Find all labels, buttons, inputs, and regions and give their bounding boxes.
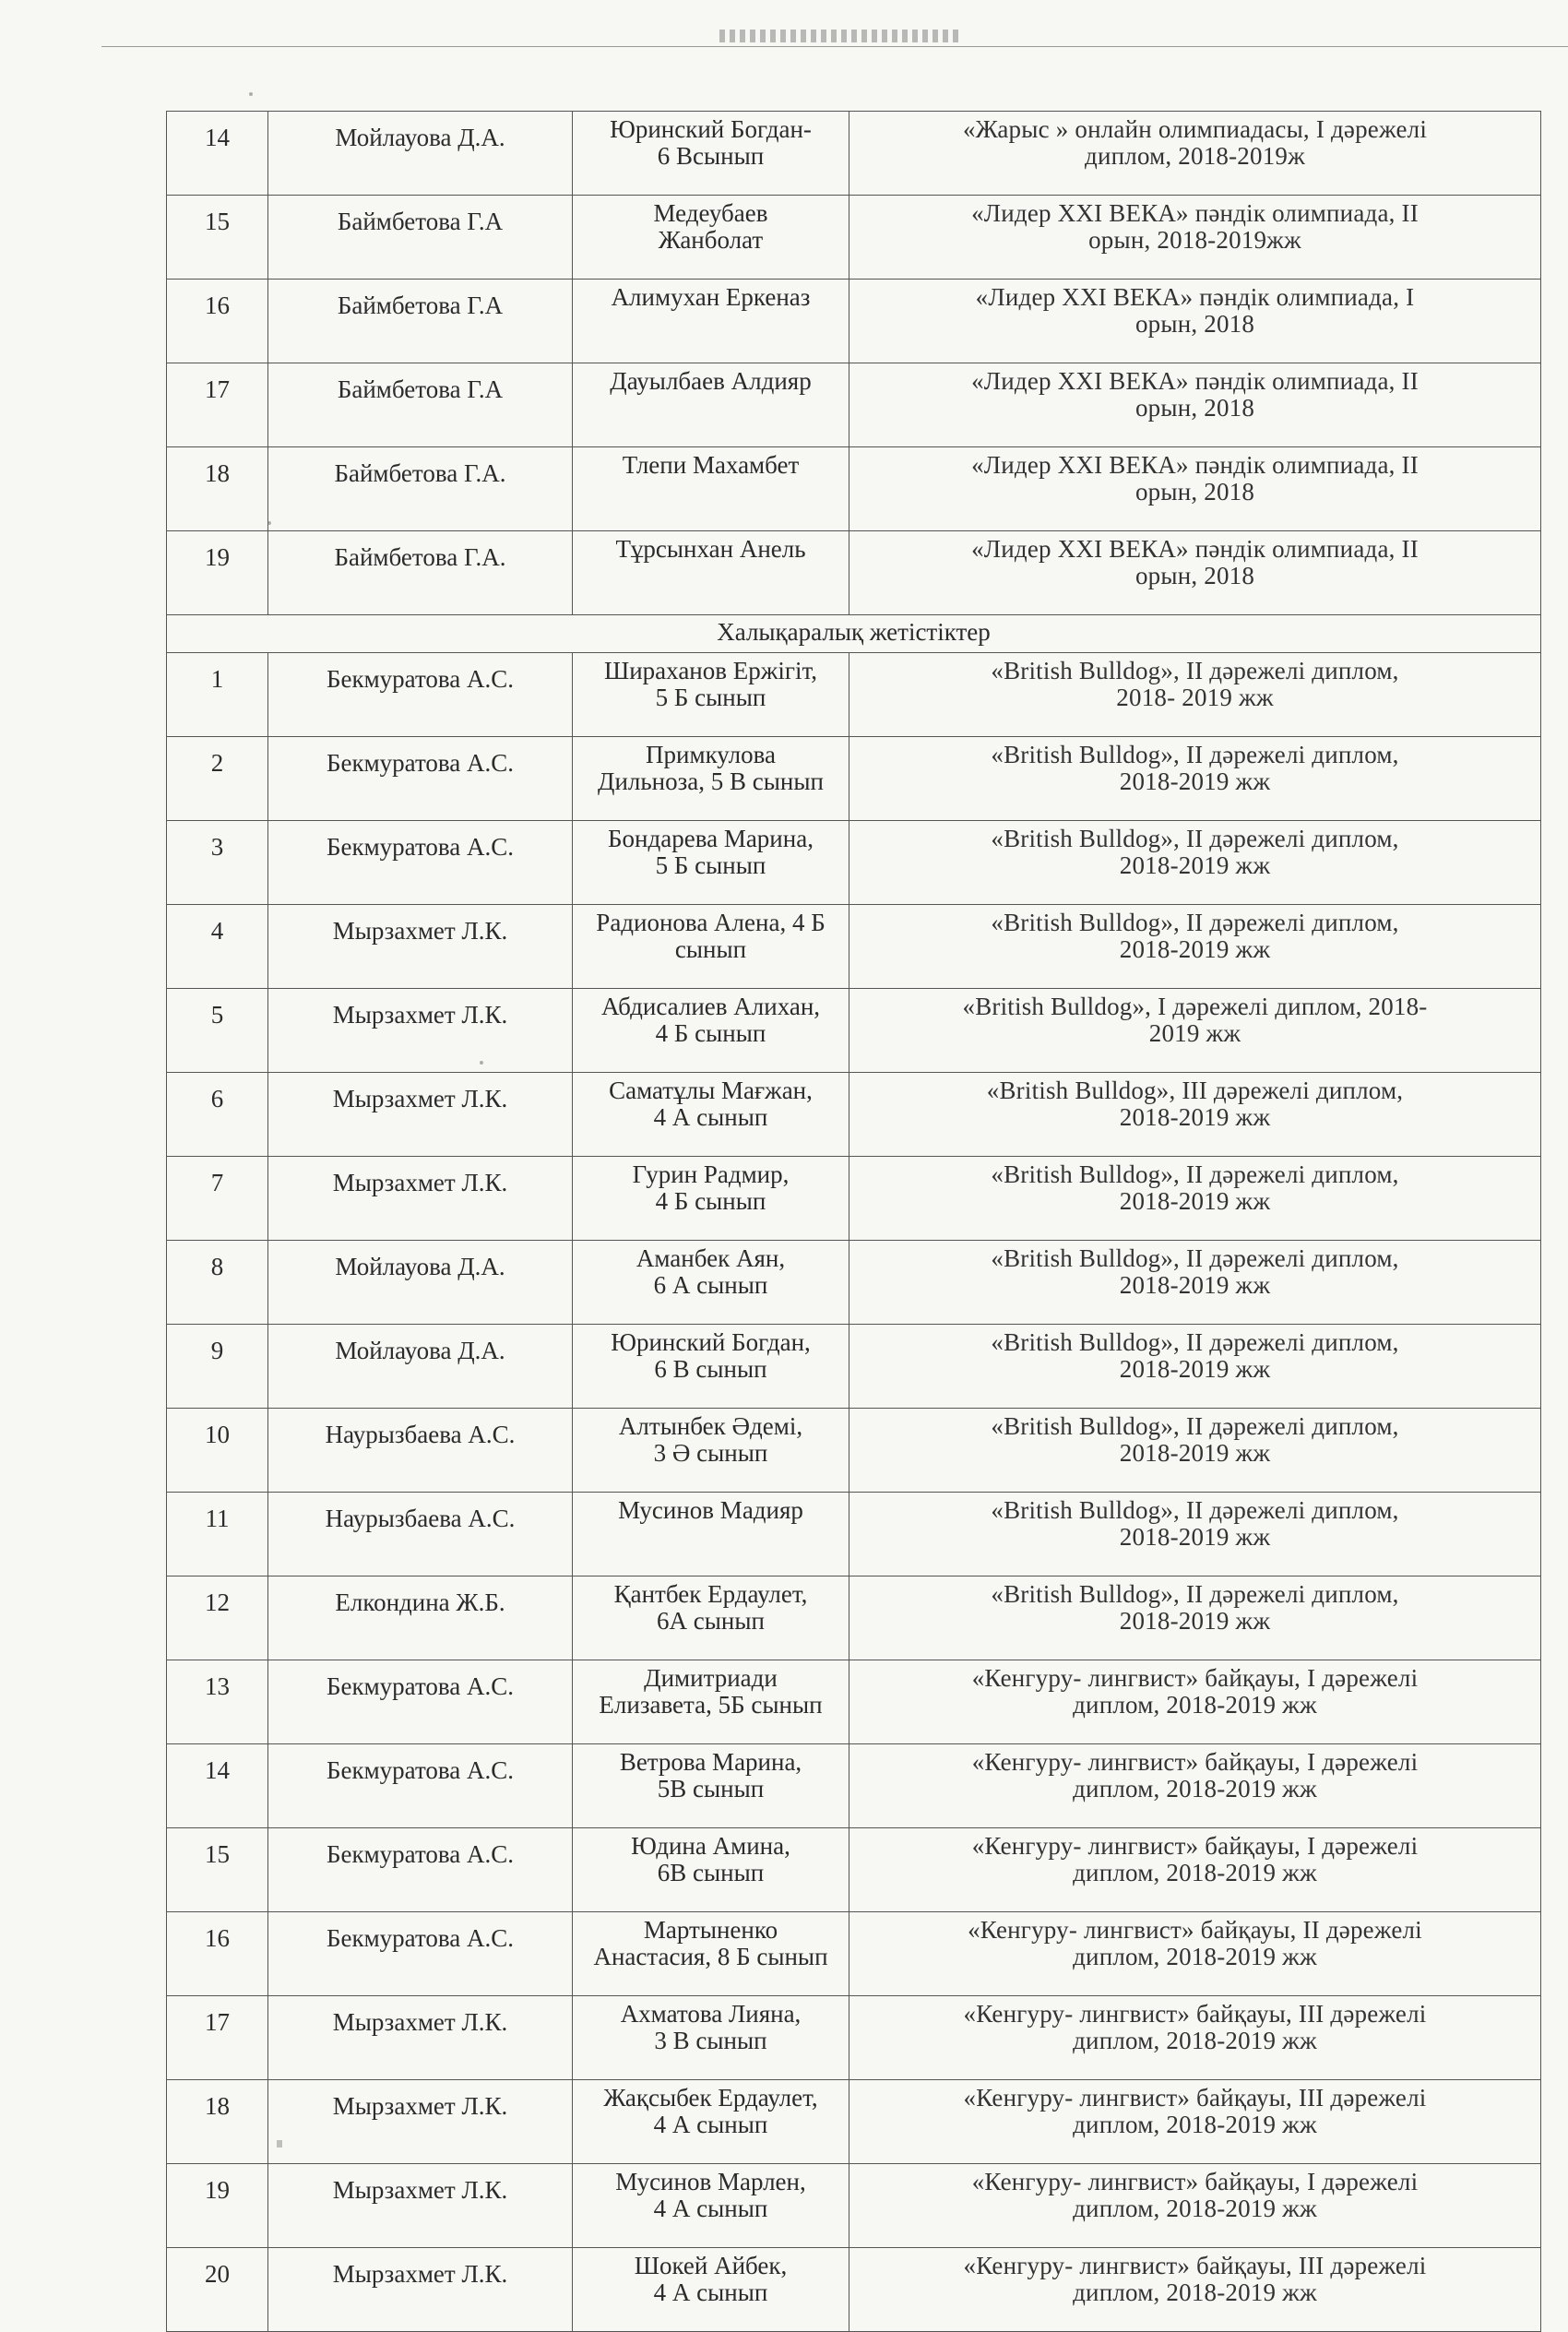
table-row: [167, 905, 1541, 989]
teacher-name: Бекмуратова А.С.: [268, 653, 573, 737]
table-row: [167, 1493, 1541, 1576]
award-line: «Жарыс » онлайн олимпиадасы, I дәрежелі: [962, 115, 1428, 143]
table-row: [167, 112, 1541, 196]
table-row: [167, 2080, 1541, 2164]
award-cell: [849, 1325, 1541, 1409]
student-cell: [573, 1325, 849, 1409]
award-cell: [849, 821, 1541, 905]
student-line: Тлепи Махамбет: [622, 451, 800, 479]
teacher-name: Мырзахмет Л.К.: [268, 1073, 573, 1157]
student-cell: [573, 1912, 849, 1996]
row-number: 11: [167, 1493, 268, 1576]
student-line: 4 Б сынып: [655, 1019, 766, 1047]
award-line: «British Bulldog», II дәрежелі диплом,: [991, 1244, 1399, 1272]
table-row: [167, 196, 1541, 280]
student-line: Медеубаев: [653, 199, 768, 227]
student-line: 6В сынып: [657, 1859, 765, 1886]
award-line: 2018-2019 жж: [1119, 1439, 1271, 1467]
award-cell: [849, 363, 1541, 447]
student-line: Ветрова Марина,: [619, 1748, 802, 1776]
award-cell: [849, 1493, 1541, 1576]
table-row: [167, 363, 1541, 447]
student-line: Жақсыбек Ердаулет,: [603, 2084, 818, 2112]
award-cell: [849, 112, 1541, 196]
award-line: 2018-2019 жж: [1119, 1187, 1271, 1215]
award-line: «British Bulldog», II дәрежелі диплом,: [991, 1160, 1399, 1188]
award-line: «Лидер XXI ВЕКА» пәндік олимпиада, II: [971, 535, 1419, 563]
award-line: 2018- 2019 жж: [1116, 684, 1274, 711]
table-row: [167, 737, 1541, 821]
award-cell: [849, 531, 1541, 615]
scan-speck: [267, 521, 271, 525]
award-line: «Лидер XXI ВЕКА» пәндік олимпиада, II: [971, 367, 1419, 395]
student-cell: [573, 447, 849, 531]
table-row: [167, 989, 1541, 1073]
row-number: 15: [167, 196, 268, 280]
row-number: 14: [167, 112, 268, 196]
award-cell: [849, 653, 1541, 737]
table-row: [167, 447, 1541, 531]
award-line: «British Bulldog», II дәрежелі диплом,: [991, 1328, 1399, 1356]
row-number: 17: [167, 1996, 268, 2080]
student-line: Қантбек Ердаулет,: [613, 1580, 808, 1608]
award-line: диплом, 2018-2019 жж: [1073, 1691, 1317, 1719]
teacher-name: Бекмуратова А.С.: [268, 737, 573, 821]
teacher-name: Мойлауова Д.А.: [268, 112, 573, 196]
award-line: «Кенгуру- лингвист» байқауы, I дәрежелі: [971, 1832, 1419, 1860]
student-line: Юдина Амина,: [631, 1832, 790, 1860]
student-line: 4 А сынып: [653, 2195, 768, 2222]
table-row: [167, 1073, 1541, 1157]
award-cell: [849, 1912, 1541, 1996]
student-line: Радионова Алена, 4 Б: [596, 909, 826, 936]
teacher-name: Баймбетова Г.А.: [268, 447, 573, 531]
table-row: [167, 653, 1541, 737]
student-line: 6 А сынып: [653, 1271, 768, 1299]
row-number: 17: [167, 363, 268, 447]
student-cell: [573, 112, 849, 196]
student-line: Абдисалиев Алихан,: [600, 993, 821, 1020]
award-line: орын, 2018: [1134, 310, 1255, 338]
award-cell: [849, 1241, 1541, 1325]
student-line: Димитриади: [644, 1664, 778, 1692]
student-line: Бондарева Марина,: [608, 825, 814, 852]
row-number: 16: [167, 1912, 268, 1996]
student-line: Тұрсынхан Анель: [615, 535, 806, 563]
row-number: 7: [167, 1157, 268, 1241]
award-line: 2018-2019 жж: [1119, 851, 1271, 879]
teacher-name: Наурызбаева А.С.: [268, 1493, 573, 1576]
section-title: Халықаралық жетістіктер: [167, 615, 1541, 653]
student-line: 3 Ә сынып: [653, 1439, 768, 1467]
award-cell: [849, 2164, 1541, 2248]
teacher-name: Мырзахмет Л.К.: [268, 1996, 573, 2080]
award-line: «British Bulldog», II дәрежелі диплом,: [991, 1412, 1399, 1440]
international-achievements-rows: [167, 653, 1541, 2332]
award-line: диплом, 2018-2019ж: [1085, 142, 1305, 170]
scan-speck: [249, 92, 253, 96]
award-cell: [849, 737, 1541, 821]
row-number: 2: [167, 737, 268, 821]
student-line: 6 В сынып: [654, 1355, 767, 1383]
student-cell: [573, 1241, 849, 1325]
student-cell: [573, 653, 849, 737]
table-row: [167, 2164, 1541, 2248]
teacher-name: Мырзахмет Л.К.: [268, 2164, 573, 2248]
award-cell: [849, 1576, 1541, 1660]
student-line: сынып: [674, 935, 747, 963]
teacher-name: Мырзахмет Л.К.: [268, 989, 573, 1073]
student-line: Мартыненко: [643, 1916, 778, 1944]
award-cell: [849, 1660, 1541, 1744]
student-cell: [573, 1157, 849, 1241]
teacher-name: Мойлауова Д.А.: [268, 1241, 573, 1325]
award-line: диплом, 2018-2019 жж: [1073, 2195, 1317, 2222]
student-cell: [573, 1493, 849, 1576]
table-row: [167, 1409, 1541, 1493]
row-number: 15: [167, 1828, 268, 1912]
table-row: [167, 531, 1541, 615]
award-line: «British Bulldog», II дәрежелі диплом,: [991, 909, 1399, 936]
award-line: 2018-2019 жж: [1119, 1607, 1271, 1635]
scan-top-rule: [101, 46, 1568, 47]
student-line: Примкулова: [646, 741, 776, 768]
award-line: 2018-2019 жж: [1119, 1355, 1271, 1383]
award-line: «Кенгуру- лингвист» байқауы, III дәрежелі: [963, 2084, 1427, 2112]
award-cell: [849, 1409, 1541, 1493]
teacher-name: Баймбетова Г.А: [268, 280, 573, 363]
student-cell: [573, 280, 849, 363]
student-line: Елизавета, 5Б сынып: [599, 1691, 823, 1719]
table-row: [167, 1241, 1541, 1325]
teacher-name: Мырзахмет Л.К.: [268, 2080, 573, 2164]
teacher-name: Мырзахмет Л.К.: [268, 905, 573, 989]
row-number: 13: [167, 1660, 268, 1744]
award-cell: [849, 1157, 1541, 1241]
award-cell: [849, 989, 1541, 1073]
student-line: Шираханов Ержігіт,: [604, 657, 817, 684]
teacher-name: Бекмуратова А.С.: [268, 1660, 573, 1744]
student-cell: [573, 821, 849, 905]
row-number: 3: [167, 821, 268, 905]
student-cell: [573, 905, 849, 989]
teacher-name: Бекмуратова А.С.: [268, 1912, 573, 1996]
row-number: 10: [167, 1409, 268, 1493]
award-line: 2019 жж: [1148, 1019, 1241, 1047]
table-row: [167, 1157, 1541, 1241]
row-number: 9: [167, 1325, 268, 1409]
national-achievements-rows: [167, 112, 1541, 615]
award-line: орын, 2018-2019жж: [1088, 226, 1301, 254]
student-line: Жанболат: [658, 226, 764, 254]
award-line: 2018-2019 жж: [1119, 1271, 1271, 1299]
award-cell: [849, 196, 1541, 280]
student-line: Алтынбек Әдемі,: [618, 1412, 803, 1440]
table-row: [167, 1912, 1541, 1996]
award-line: «Кенгуру- лингвист» байқауы, II дәрежелі: [968, 1916, 1422, 1944]
student-cell: [573, 1744, 849, 1828]
student-line: 5 Б сынып: [655, 684, 766, 711]
student-cell: [573, 363, 849, 447]
student-cell: [573, 531, 849, 615]
student-line: Гурин Радмир,: [632, 1160, 790, 1188]
student-line: 6А сынып: [657, 1607, 765, 1635]
student-line: 5В сынып: [657, 1775, 765, 1803]
award-line: «Кенгуру- лингвист» байқауы, I дәрежелі: [971, 1664, 1419, 1692]
row-number: 4: [167, 905, 268, 989]
teacher-name: Наурызбаева А.С.: [268, 1409, 573, 1493]
teacher-name: Бекмуратова А.С.: [268, 1828, 573, 1912]
student-line: Ахматова Лияна,: [620, 2000, 802, 2028]
student-cell: [573, 989, 849, 1073]
teacher-name: Мырзахмет Л.К.: [268, 2248, 573, 2332]
table-row: [167, 1996, 1541, 2080]
student-line: 5 Б сынып: [655, 851, 766, 879]
student-line: Аманбек Аян,: [636, 1244, 786, 1272]
award-line: 2018-2019 жж: [1119, 767, 1271, 795]
table-row: [167, 1325, 1541, 1409]
student-cell: [573, 2080, 849, 2164]
award-line: «British Bulldog», I дәрежелі диплом, 2018-: [962, 993, 1428, 1020]
award-line: диплом, 2018-2019 жж: [1073, 1859, 1317, 1886]
row-number: 6: [167, 1073, 268, 1157]
award-line: орын, 2018: [1134, 562, 1255, 589]
award-line: «British Bulldog», II дәрежелі диплом,: [991, 1580, 1399, 1608]
award-cell: [849, 2248, 1541, 2332]
section-header: [167, 615, 1541, 653]
award-line: диплом, 2018-2019 жж: [1073, 2027, 1317, 2054]
student-cell: [573, 1660, 849, 1744]
award-line: орын, 2018: [1134, 394, 1255, 422]
award-line: «British Bulldog», II дәрежелі диплом,: [991, 741, 1399, 768]
student-line: 3 В сынып: [654, 2027, 767, 2054]
student-line: Саматұлы Мағжан,: [609, 1077, 813, 1104]
table-row: [167, 2248, 1541, 2332]
teacher-name: Баймбетова Г.А: [268, 196, 573, 280]
award-line: «Кенгуру- лингвист» байқауы, I дәрежелі: [971, 1748, 1419, 1776]
award-line: 2018-2019 жж: [1119, 935, 1271, 963]
award-line: «Лидер XXI ВЕКА» пәндік олимпиада, I: [975, 283, 1415, 311]
award-line: «Кенгуру- лингвист» байқауы, I дәрежелі: [971, 2168, 1419, 2195]
award-line: орын, 2018: [1134, 478, 1255, 506]
award-line: 2018-2019 жж: [1119, 1523, 1271, 1551]
award-cell: [849, 447, 1541, 531]
student-cell: [573, 196, 849, 280]
award-cell: [849, 280, 1541, 363]
award-cell: [849, 1073, 1541, 1157]
award-line: «British Bulldog», II дәрежелі диплом,: [991, 825, 1399, 852]
student-cell: [573, 1409, 849, 1493]
row-number: 18: [167, 447, 268, 531]
award-cell: [849, 2080, 1541, 2164]
table-row: [167, 821, 1541, 905]
row-number: 18: [167, 2080, 268, 2164]
award-line: «Кенгуру- лингвист» байқауы, III дәрежелі: [963, 2000, 1427, 2028]
student-line: 4 Б сынып: [655, 1187, 766, 1215]
award-cell: [849, 1744, 1541, 1828]
scan-header-smudge: [719, 30, 959, 42]
table-row: [167, 1744, 1541, 1828]
teacher-name: Баймбетова Г.А: [268, 363, 573, 447]
row-number: 8: [167, 1241, 268, 1325]
award-line: «British Bulldog», II дәрежелі диплом,: [991, 657, 1399, 684]
student-line: Анастасия, 8 Б сынып: [593, 1943, 828, 1970]
student-cell: [573, 737, 849, 821]
award-line: «Кенгуру- лингвист» байқауы, III дәрежелі: [963, 2252, 1427, 2279]
award-cell: [849, 1996, 1541, 2080]
student-line: Дильноза, 5 В сынып: [598, 767, 824, 795]
table-row: [167, 1660, 1541, 1744]
student-line: Юринский Богдан-: [610, 115, 812, 143]
award-cell: [849, 905, 1541, 989]
table-row: [167, 1576, 1541, 1660]
teacher-name: Баймбетова Г.А.: [268, 531, 573, 615]
achievements-table: [166, 111, 1541, 2332]
scan-bottom-mark: [277, 2140, 282, 2148]
student-line: Дауылбаев Алдияр: [610, 367, 812, 395]
student-line: Шокей Айбек,: [634, 2252, 788, 2279]
row-number: 14: [167, 1744, 268, 1828]
teacher-name: Мойлауова Д.А.: [268, 1325, 573, 1409]
student-cell: [573, 1996, 849, 2080]
award-line: «British Bulldog», III дәрежелі диплом,: [986, 1077, 1404, 1104]
student-cell: [573, 2164, 849, 2248]
teacher-name: Бекмуратова А.С.: [268, 1744, 573, 1828]
row-number: 16: [167, 280, 268, 363]
student-line: Юринский Богдан,: [611, 1328, 811, 1356]
student-cell: [573, 2248, 849, 2332]
student-line: Мусинов Мадияр: [618, 1496, 803, 1524]
student-line: 4 А сынып: [653, 1103, 768, 1131]
student-line: Мусинов Марлен,: [615, 2168, 806, 2195]
row-number: 5: [167, 989, 268, 1073]
student-cell: [573, 1828, 849, 1912]
award-line: диплом, 2018-2019 жж: [1073, 2278, 1317, 2306]
table-row: [167, 280, 1541, 363]
award-line: диплом, 2018-2019 жж: [1073, 2111, 1317, 2138]
teacher-name: Бекмуратова А.С.: [268, 821, 573, 905]
award-line: диплом, 2018-2019 жж: [1073, 1775, 1317, 1803]
row-number: 19: [167, 2164, 268, 2248]
student-line: 4 А сынып: [653, 2111, 768, 2138]
award-line: 2018-2019 жж: [1119, 1103, 1271, 1131]
teacher-name: Мырзахмет Л.К.: [268, 1157, 573, 1241]
student-line: 4 А сынып: [653, 2278, 768, 2306]
student-cell: [573, 1073, 849, 1157]
teacher-name: Елкондина Ж.Б.: [268, 1576, 573, 1660]
student-line: Алимухан Еркеназ: [611, 283, 811, 311]
award-line: «Лидер XXI ВЕКА» пәндік олимпиада, II: [971, 199, 1419, 227]
table-row: [167, 1828, 1541, 1912]
award-line: диплом, 2018-2019 жж: [1073, 1943, 1317, 1970]
student-cell: [573, 1576, 849, 1660]
student-line: 6 Всынып: [657, 142, 765, 170]
row-number: 20: [167, 2248, 268, 2332]
row-number: 19: [167, 531, 268, 615]
row-number: 1: [167, 653, 268, 737]
award-line: «Лидер XXI ВЕКА» пәндік олимпиада, II: [971, 451, 1419, 479]
award-line: «British Bulldog», II дәрежелі диплом,: [991, 1496, 1399, 1524]
scan-speck: [480, 1061, 483, 1065]
award-cell: [849, 1828, 1541, 1912]
row-number: 12: [167, 1576, 268, 1660]
